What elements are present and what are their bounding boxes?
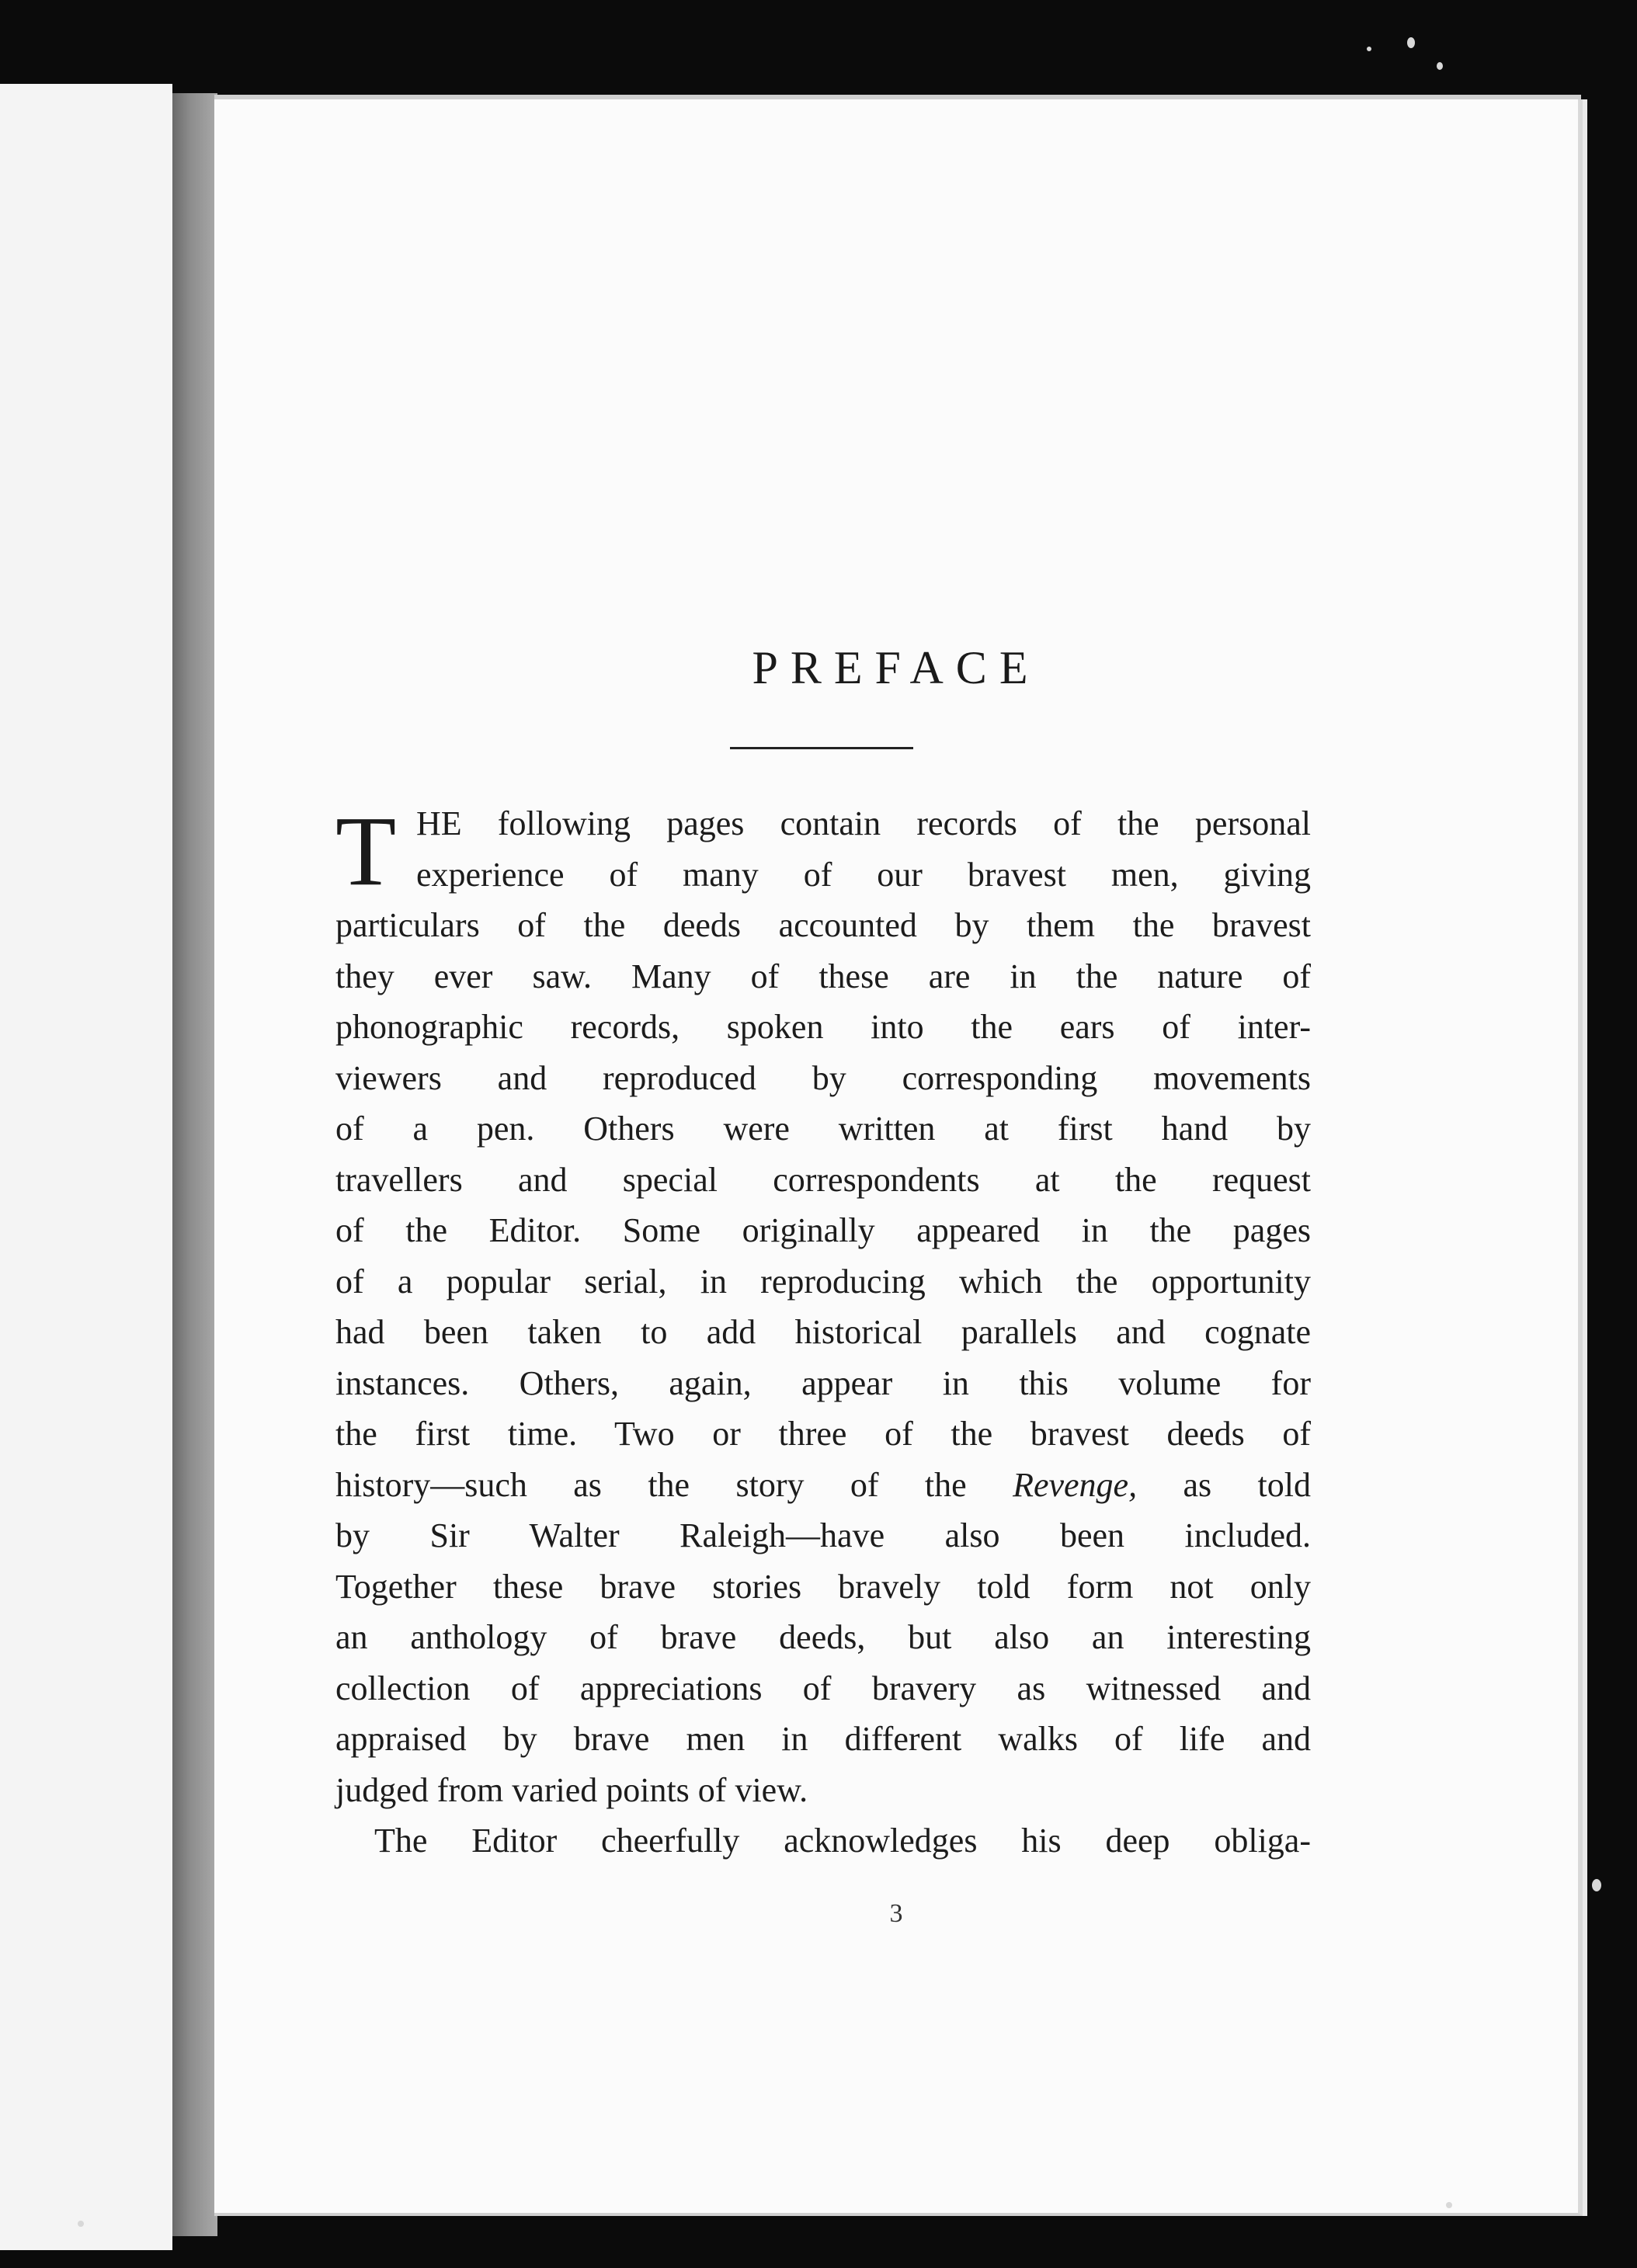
book-page [214,99,1583,2216]
text-line: they ever saw. Many of these are in the nature of [335,957,1311,995]
text-line: appraised by brave men in different walks of life and [335,1720,1311,1758]
text-segment: as told [1183,1465,1311,1504]
text-line: of the Editor. Some originally appeared in the pages [335,1211,1311,1249]
text-line: phonographic records, spoken into the ears of inter- [335,1008,1311,1046]
text-line: instances. Others, again, appear in this volume for [335,1363,1311,1402]
text-line-with-italic [335,1460,1311,1511]
page-title: PREFACE [752,642,1041,693]
drop-cap: T [335,796,397,906]
text-line: travellers and special correspondents at the request [335,1160,1311,1199]
text-line: collection of appreciations of bravery as witnessed and [335,1669,1311,1707]
text-line: HE following pages contain records of the personal [416,804,1311,842]
preface-body [335,798,1311,1867]
text-line: of a popular serial, in reproducing which the opportunity [335,1262,1311,1301]
scan-speck [78,2221,84,2227]
text-line: experience of many of our bravest men, giving [416,855,1311,894]
text-line: an anthology of brave deeds, but also an interesting [335,1618,1311,1656]
scan-speck [1437,62,1443,70]
text-line: Together these brave stories bravely told form not only [335,1567,1311,1606]
book-gutter [172,93,217,2236]
facing-page [0,84,172,2250]
text-line: by Sir Walter Raleigh—have also been included. [335,1516,1311,1554]
text-line: of a pen. Others were written at first hand by [335,1110,1311,1148]
text-line: particulars of the deeds accounted by them the bravest [335,906,1311,944]
text-line: judged from varied points of view. [335,1770,808,1809]
text-line: the first time. Two or three of the bravest deeds of [335,1415,1311,1453]
text-line: viewers and reproduced by corresponding movements [335,1058,1311,1097]
text-line: had been taken to add historical parallels and cognate [335,1313,1311,1351]
scan-speck [1367,47,1371,51]
scan-speck [1446,2202,1452,2208]
text-line: The Editor cheerfully acknowledges his deep obliga- [374,1822,1311,1860]
scan-speck [1407,37,1415,48]
title-divider [730,747,913,749]
page-number: 3 [889,1899,903,1928]
text-segment: history—such as the story of the [335,1465,967,1504]
italic-title: Revenge, [1013,1465,1138,1504]
scan-speck [1592,1879,1601,1891]
